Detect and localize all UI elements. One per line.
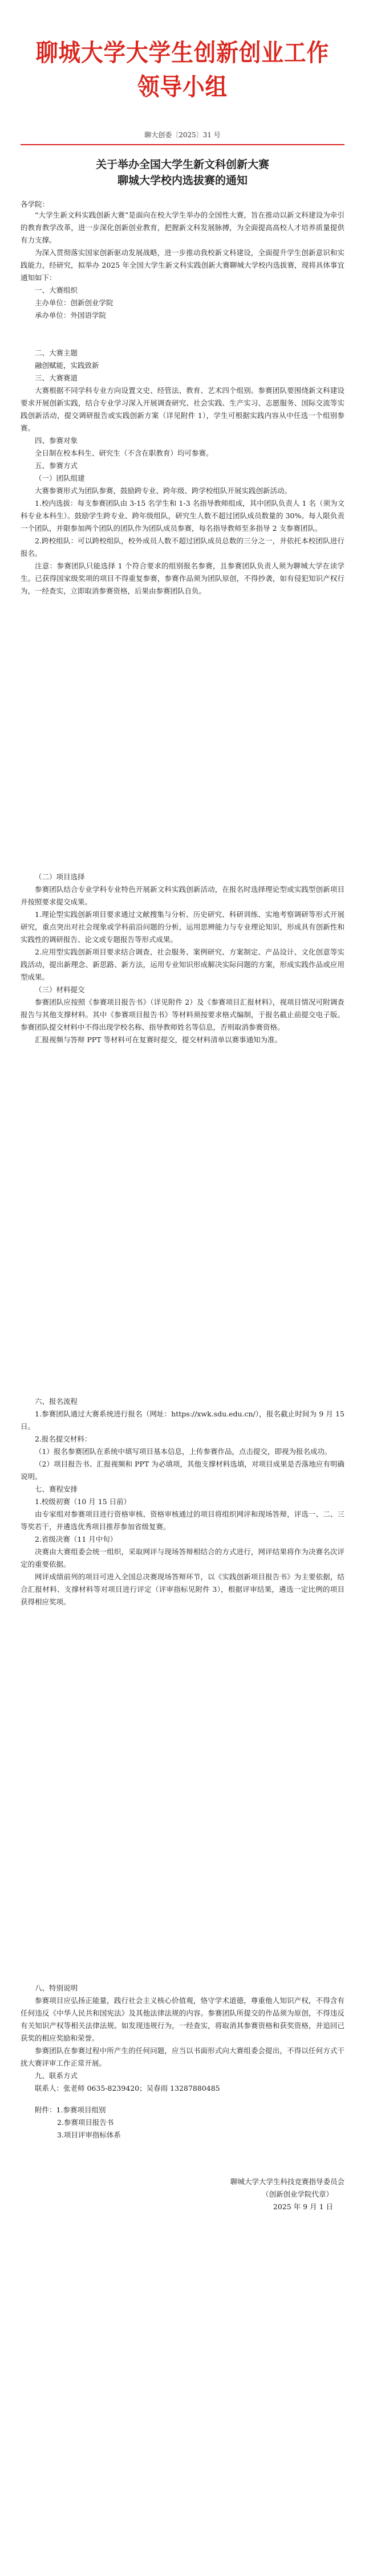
attachment-item: 3.项目评审指标体系 [57,2131,121,2139]
attachments-list [21,2104,344,2141]
section-line: 主办单位：创新创业学院 [35,298,113,307]
section-paragraph: 注意：参赛团队只能选择 1 个符合要求的组别报名参赛，且参赛团队负责人须为聊城大学在读学生。已获得国家级奖项的项目不得重复参赛，参赛作品须为团队原创，不得抄袭，如有侵犯知识产权行为，一经查实，立即取消参赛资格，后果由参赛团队自负。 [21,562,344,595]
section-heading: 四、参赛对象 [35,436,78,445]
salutation: 各学院： [21,200,50,208]
section-paragraph: 2.省级决赛（11 月中旬） [35,1535,117,1543]
section-heading: 八、特别说明 [35,1984,78,1992]
subsection-heading: （一）团队组建 [35,474,85,482]
section-paragraph: 2.跨校组队：可以跨校组队，校外成员人数不超过团队成员总数的三分之一，并依托本校团队进行报名。 [21,537,344,558]
attachments-label: 附件：1.参赛项目组别 [35,2106,106,2114]
section-paragraph: 1.校级初赛（10 月 15 日前） [35,1497,131,1506]
section-paragraph: 参赛项目应弘扬正能量，践行社会主义核心价值观，恪守学术道德，尊重他人知识产权，不得含有任何违反《中华人民共和国宪法》及其他法律法规的内容。参赛团队所提交的作品须为原创，不得违反有关知识产权等相关法律法规。如发现违规行为，一经查实，将取消其参赛资格和获奖资格，并追回已获奖的相应奖励和荣誉。 [21,1996,344,2042]
sheet-page-1 [21,0,344,597]
section-heading: 二、大赛主题 [35,349,78,357]
notice-title [21,157,344,189]
notice-title-line2: 聊城大学校内选拔赛的通知 [117,174,248,187]
sheet-page-3 [21,1982,344,2213]
org-title: 聊城大学大学生创新创业工作领导小组 [35,39,330,101]
section-paragraph: 汇报视频与答辩 PPT 等材料可在复赛时提交，提交材料清单以赛事通知为准。 [35,1035,282,1044]
section-heading: 一、大赛组织 [35,286,78,294]
sheet-page-2b [21,1224,344,1608]
section-heading: 五、参赛方式 [35,461,78,470]
section-paragraph: 参赛团队结合专业学科专业特色开展新文科实践创新活动，在报名时选择理论型或实践型创新项目并按照要求提交成果。 [21,885,344,906]
section-paragraph: 1.理论型实践创新项目要求通过文献搜集与分析、历史研究、科研训练、实地考察调研等形式开展研究，重点突出对社会现象或学科前沿问题的分析，运用思辨能力与专业理论知识，形成具有创新性和实践性的调研报告、论文或专题报告等形式成果。 [21,910,344,944]
section-paragraph: 由专家组对参赛项目进行资格审核、资格审核通过的项目将组织网评和现场答辩，评选一、二、三等奖若干，并遴选优秀项目推荐参加省级复赛。 [21,1510,344,1531]
subsection-heading: （二）项目选择 [35,873,85,881]
section-paragraph: 1.校内选拔：每支参赛团队由 3-15 名学生和 1-3 名指导教师组成，其中团队负责人 1 名（须为文科专业本科生）。鼓励学生跨专业、跨年级组队，研究生人数不超过团队成员数量的 30%。每人限负责一个团队，并限参加两个团队的团队作为团队成员参赛，每名指导教师至多指导 2 支参赛团队。 [21,499,344,533]
section-paragraph: 2.报名提交材料： [35,1435,92,1443]
section-paragraph: 2.应用型实践创新项目要求结合调查、社会服务、案例研究、方案制定、产品设计、文化创意等实践活动，提出新理念、新思路、新方法，运用专业知识形成解决实际问题的方案，形成实践作品或应用型成果。 [21,948,344,981]
doc-number: 聊大创委〔2025〕31 号 [144,131,221,139]
signature-org-sub: （创新创业学院代章） [261,2190,333,2198]
section-heading: 七、赛程安排 [35,1485,78,1493]
section-line: 承办单位：外国语学院 [35,311,107,320]
notice-title-line1: 关于举办全国大学生新文科创新大赛 [95,158,269,171]
red-divider [21,144,344,145]
section-heading: 六、报名流程 [35,1397,78,1406]
attachment-item: 1.参赛项目组别 [56,2106,106,2114]
intro-paragraph: “大学生新文科实践创新大赛”是面向在校大学生举办的全国性大赛，旨在推动以新文科建设为牵引的教育教学改革，进一步深化创新创业教育，把握新文科发展脉搏，为全面提高高校人才培养质量提供有力支撑。 [21,211,344,244]
section-paragraph: 大赛根据不同学科专业方向设置文史、经管法、教育、艺术四个组别。参赛团队要围绕新文科建设要求开展创新实践，结合专业学习深入开展调查研究、社会实践、生产实习、志愿服务、国际交流等实践创新活动，提交调研报告或实践创新方案（详见附件 1），学生可根据实践内容从中任选一个组别参赛。 [21,386,344,432]
section-heading: 三、大赛赛道 [35,374,78,382]
section-paragraph: 1.参赛团队通过大赛系统进行报名（网址：https://xwk.sdu.edu.cn/），报名截止时间为 9 月 15 日。 [21,1410,344,1431]
signature-org: 聊城大学大学生科技竞赛指导委员会 [230,2177,344,2186]
section-heading: 九、联系方式 [35,2071,78,2080]
contact-line: 联系人：张老师 0635-8239420；吴春雨 13287880485 [35,2084,220,2092]
section-paragraph: 网评成绩前列的项目可进入全国总决赛现场答辩环节，以《实践创新项目报告书》为主要依据，结合汇报材料、支撑材料等对项目进行评定（评审指标见附件 3），根据评审结果，遴选一定比例的项目获得相应奖项。 [21,1572,344,1606]
sheet-page-2 [21,850,344,1046]
intro-paragraph: 为深入贯彻落实国家创新驱动发展战略，进一步推动我校新文科建设，全面提升学生创新意识和实践能力，经研究，拟举办 2025 年全国大学生新文科实践创新大赛聊城大学校内选拔赛，现将具体事宜通知如下： [21,248,344,282]
section-paragraph: 大赛参赛形式为团队参赛，鼓励跨专业、跨年级、跨学校组队开展实践创新活动。 [35,486,292,495]
section-paragraph: 决赛由大赛组委会统一组织，采取网评与现场答辩相结合的方式进行，网评结果将作为决赛名次评定的重要依据。 [21,1547,344,1568]
subsection-heading: （三）材料提交 [35,985,85,994]
section-line: 融创赋能，实践致新 [35,361,99,370]
section-paragraph: （1）报名参赛团队在系统中填写项目基本信息，上传参赛作品，点击提交，即视为报名成功。 [35,1447,332,1456]
attachment-item: 2.参赛项目报告书 [57,2118,114,2127]
section-paragraph: 全日制在校本科生、研究生（不含在职教育）均可参赛。 [35,449,213,457]
section-paragraph: 参赛团队应按照《参赛项目报告书》（详见附件 2）及《参赛项目汇报材料》，视项目情况可附调查报告与其他支撑材料。其中《参赛项目报告书》等材料须按要求格式编制，于报名截止前提交电子版。参赛团队提交材料中不得出现学校名称、指导教师姓名等信息，否则取消参赛资格。 [21,998,344,1031]
section-paragraph: （2）项目报告书、汇报视频和 PPT 为必填项，其他支撑材料选填，对项目成果是否落地应有明确说明。 [21,1460,344,1481]
signature-date: 2025 年 9 月 1 日 [273,2202,333,2211]
section-paragraph: 参赛团队在参赛过程中所产生的任何问题，应当以书面形式向大赛组委会提出，不得以任何方式干扰大赛评审工作正常开展。 [21,2046,344,2067]
